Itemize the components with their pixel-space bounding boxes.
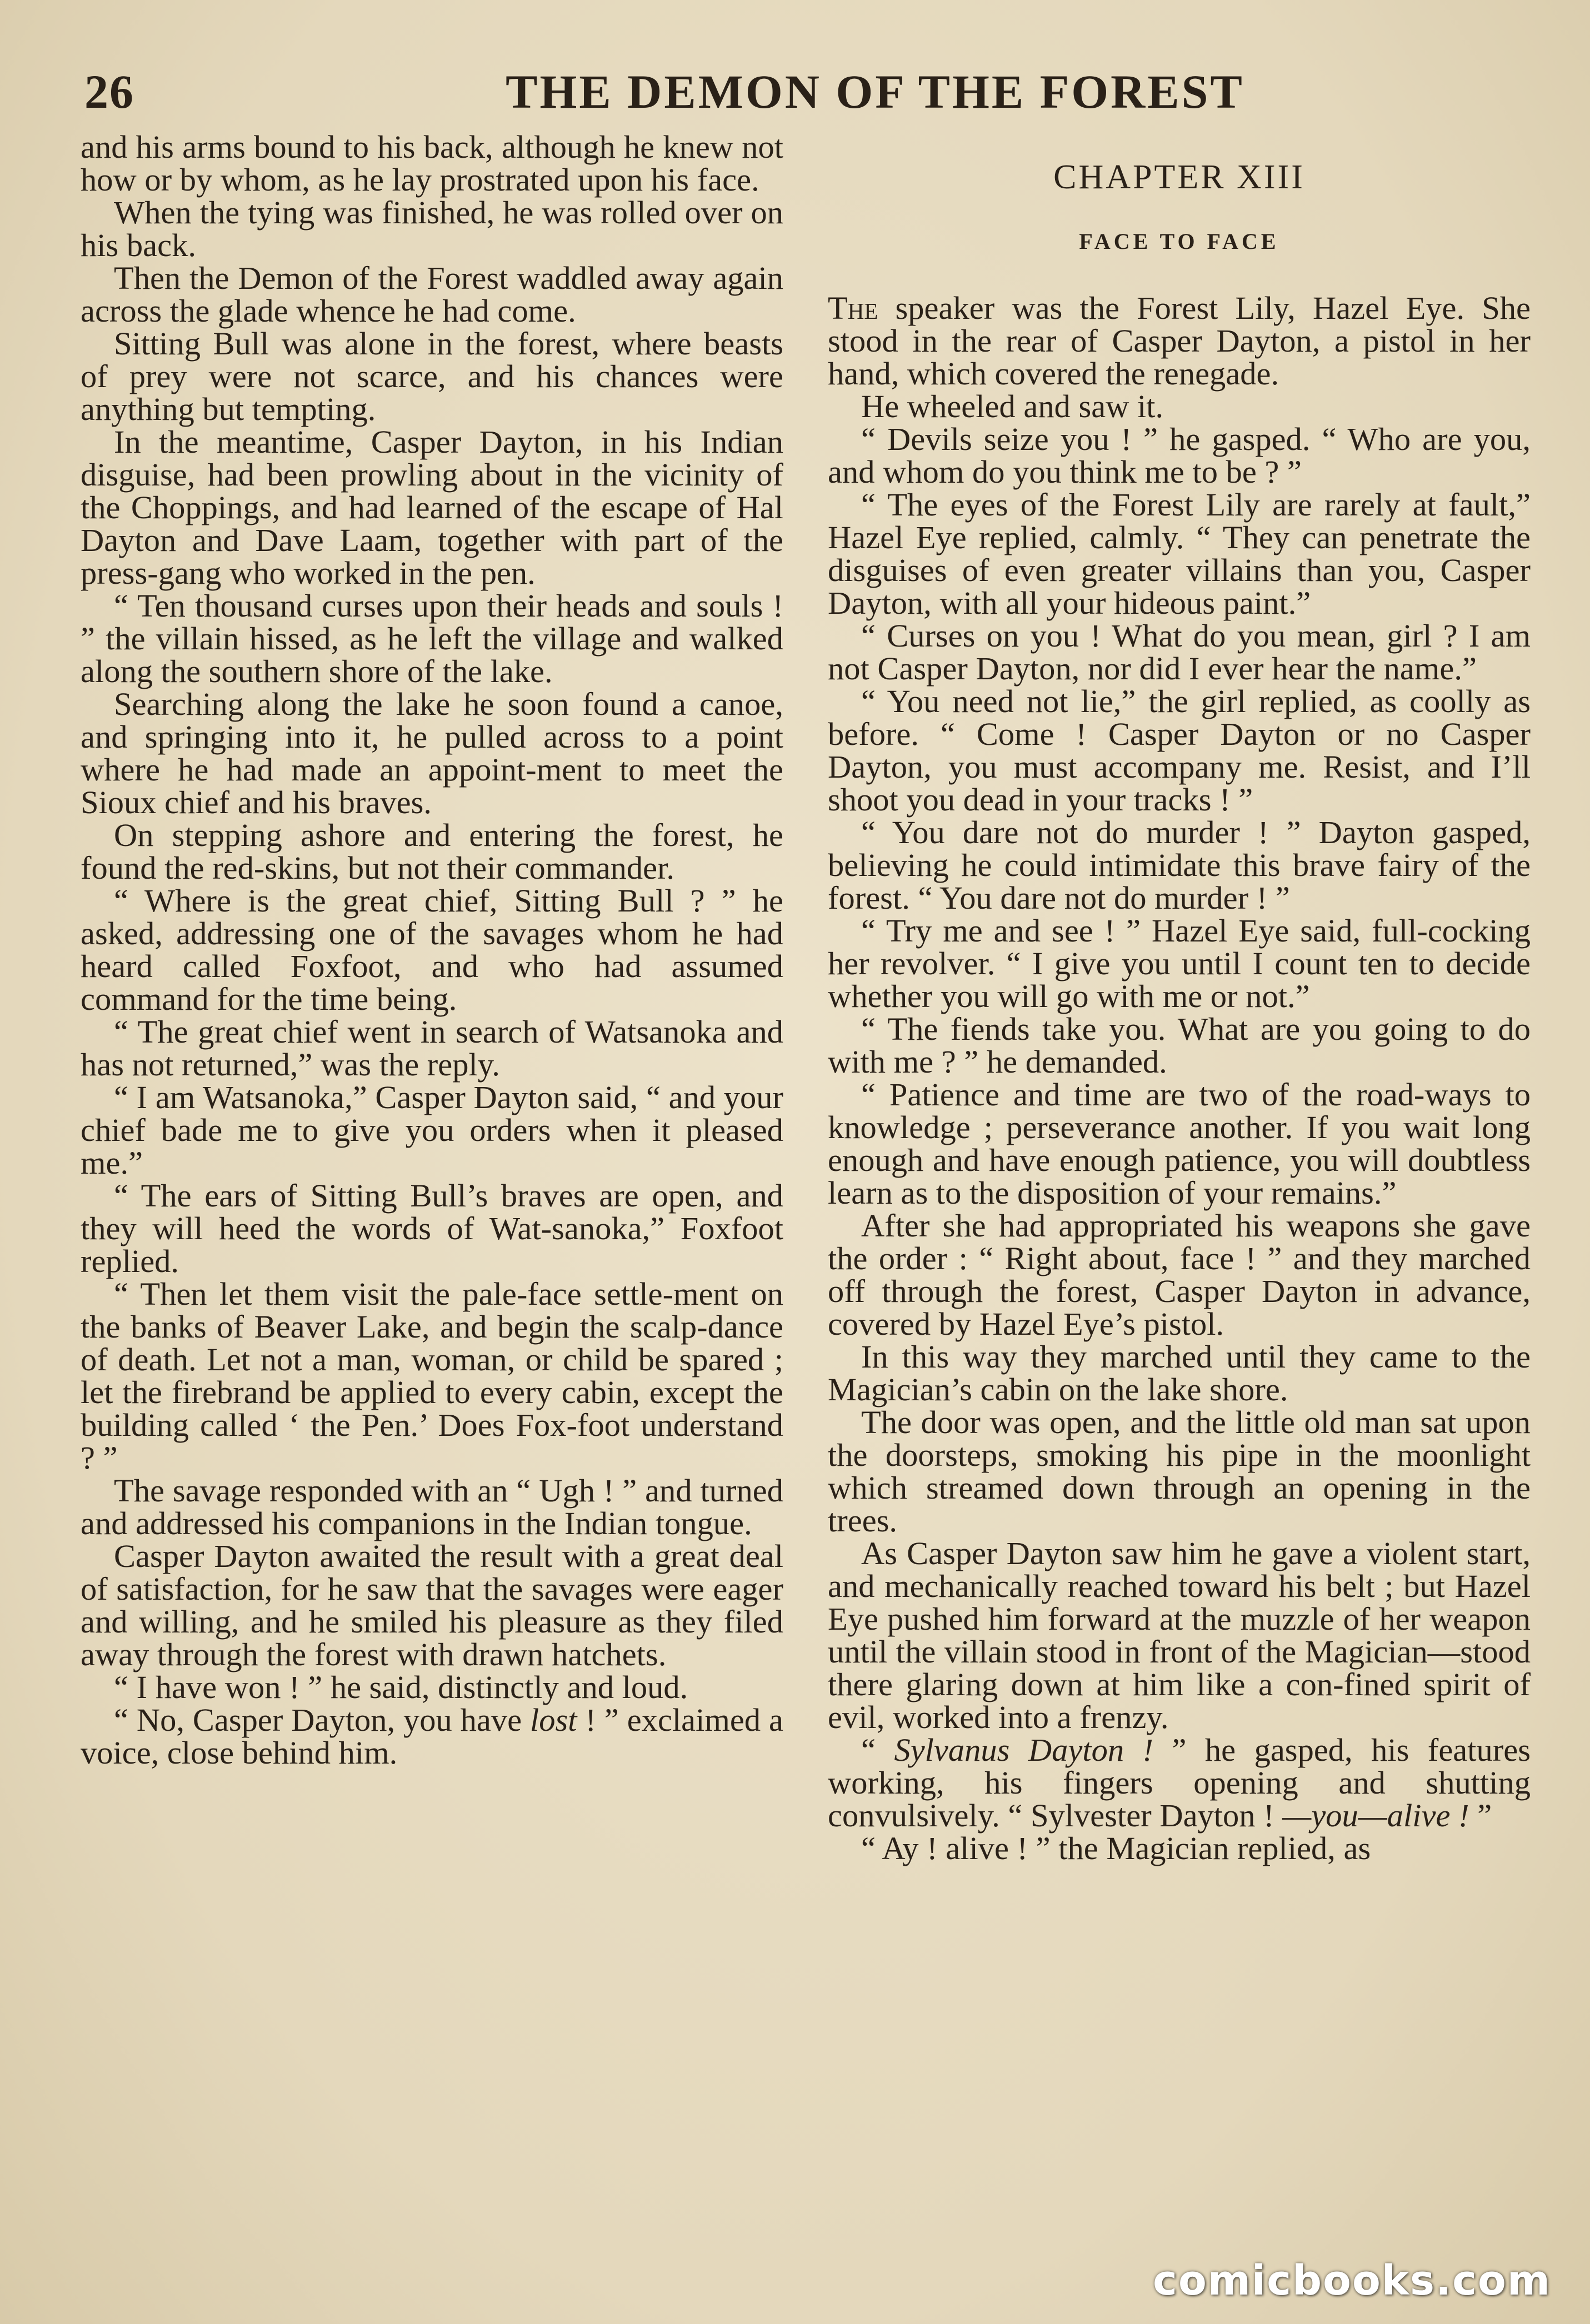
running-head: THE DEMON OF THE FOREST: [506, 65, 1244, 118]
paragraph: “ Where is the great chief, Sitting Bull ? ” he asked, addressing one of the savages whom he had heard called Foxfoot, and who had assumed command for the time being.: [81, 883, 783, 1017]
paragraph: “ Patience and time are two of the road-ways to knowledge ; perseverance another. If you wait long enough and have enough patience, you will doubtless learn as to the disposition of your remains.”: [828, 1076, 1531, 1211]
paragraph: Searching along the lake he soon found a canoe, and springing into it, he pulled across to a point where he had made an appoint-ment to meet the Sioux chief and his braves.: [81, 686, 783, 820]
paragraph: As Casper Dayton saw him he gave a violent start, and mechanically reached toward his belt ; but Hazel Eye pushed him forward at the muzzle of her weapon until the villain stood in front of the Magician—stood there glaring down at him like a con-fined spirit of evil, worked into a frenzy.: [828, 1535, 1531, 1735]
paragraph: When the tying was finished, he was rolled over on his back.: [81, 194, 783, 263]
paragraph: Sitting Bull was alone in the forest, where beasts of prey were not scarce, and his chances were anything but tempting.: [81, 325, 783, 427]
paragraph: “ The fiends take you. What are you going to do with me ? ” he demanded.: [828, 1011, 1531, 1080]
paragraph: “ You need not lie,” the girl replied, as coolly as before. “ Come ! Casper Dayton or no Casper Dayton, you must accompany me. Resist, and I’ll shoot you dead in your tracks ! ”: [828, 683, 1531, 818]
paragraph: “ I am Watsanoka,” Casper Dayton said, “ and your chief bade me to give you orders when it pleased me.”: [81, 1079, 783, 1181]
opening-paragraph: [828, 292, 1531, 390]
paragraph: After she had appropriated his weapons she gave the order : “ Right about, face ! ” and they marched off through the forest, Casper Dayton in advance, covered by Hazel Eye’s pistol.: [828, 1208, 1531, 1342]
paragraph: “ The ears of Sitting Bull’s braves are open, and they will heed the words of Wat-sanoka,” Foxfoot replied.: [81, 1178, 783, 1279]
paragraph: He wheeled and saw it.: [861, 388, 1164, 424]
paragraph: Casper Dayton awaited the result with a great deal of satisfaction, for he saw that the savages were eager and willing, and he smiled his pleasure as they filed away through the forest with drawn hatchets.: [81, 1538, 783, 1672]
text-run: ! ” exclaimed a voice, close behind him.: [81, 1702, 783, 1771]
paragraph: “ Ten thousand curses upon their heads and souls ! ” the villain hissed, as he left the village and walked along the southern shore of the lake.: [81, 588, 783, 689]
paragraph: “ You dare not do murder ! ” Dayton gasped, believing he could intimidate this brave fairy of the forest. “ You dare not do murder ! ”: [828, 814, 1531, 916]
italic-run: lost: [530, 1702, 577, 1738]
text-run: ”: [1469, 1797, 1492, 1834]
paragraph: Then the Demon of the Forest waddled away again across the glade whence he had come.: [81, 260, 783, 329]
text-run: “ No, Casper Dayton, you have: [114, 1702, 531, 1738]
paragraph: “ Then let them visit the pale-face settle-ment on the banks of Beaver Lake, and begin the scalp-dance of death. Let not a man, woman, or child be spared ; let the firebrand be applied to every cabin, except the building called ‘ the Pen.’ Does Fox-foot understand ? ”: [81, 1276, 783, 1476]
paragraph: On stepping ashore and entering the forest, he found the red-skins, but not their commander.: [81, 817, 783, 886]
text-run: ” he gasped, his features working, his fingers opening and shutting convulsively. “ Sylvester Dayton !: [828, 1732, 1531, 1834]
italic-run: Sylvanus Dayton !: [894, 1732, 1154, 1768]
chapter-title: CHAPTER XIII: [1053, 158, 1305, 196]
paragraph-final: “ Ay ! alive ! ” the Magician replied, as: [861, 1830, 1371, 1866]
paragraph-last: [81, 1704, 783, 1769]
paragraph-sylvanus: [828, 1734, 1531, 1832]
text-run: speaker was the Forest Lily, Hazel Eye. She stood in the rear of Casper Dayton, a pistol in her hand, which covered the renegade.: [828, 290, 1531, 392]
paragraph: In this way they marched until they came to the Magician’s cabin on the lake shore.: [828, 1339, 1531, 1408]
paragraph: The door was open, and the little old man sat upon the doorsteps, smoking his pipe in the moonlight which streamed down through an opening in the trees.: [828, 1404, 1531, 1539]
page-header: [78, 64, 1528, 125]
chapter-subtitle: FACE TO FACE: [1079, 229, 1279, 254]
page-number: 26: [84, 65, 134, 118]
paragraph: “ Curses on you ! What do you mean, girl ? I am not Casper Dayton, nor did I ever hear the name.”: [828, 618, 1531, 687]
paragraph: “ Try me and see ! ” Hazel Eye said, full-cocking her revolver. “ I give you until I count ten to decide whether you will go with me or not.”: [828, 913, 1531, 1014]
paragraph: “ I have won ! ” he said, distinctly and loud.: [114, 1669, 688, 1705]
paragraph: The savage responded with an “ Ugh ! ” and turned and addressed his companions in the Indian tongue.: [81, 1472, 783, 1541]
spacer: [828, 258, 1531, 292]
italic-run: —you—alive !: [1282, 1797, 1469, 1834]
right-column: [828, 131, 1531, 1865]
paragraph: In the meantime, Casper Dayton, in his Indian disguise, had been prowling about in the vicinity of the Choppings, and had learned of the escape of Hal Dayton and Dave Laam, together with part of the press-gang who worked in the pen.: [81, 424, 783, 591]
paragraph: “ The eyes of the Forest Lily are rarely at fault,” Hazel Eye replied, calmly. “ They can penetrate the disguises of even greater villains than you, Casper Dayton, with all your hideous paint.”: [828, 487, 1531, 621]
paragraph: “ Devils seize you ! ” he gasped. “ Who are you, and whom do you think me to be ? ”: [828, 421, 1531, 490]
paragraph: “ The great chief went in search of Watsanoka and has not returned,” was the reply.: [81, 1014, 783, 1083]
watermark: comicbooks.com: [1153, 2257, 1551, 2305]
paragraph: and his arms bound to his back, although he knew not how or by whom, as he lay prostrated upon his face.: [81, 129, 783, 198]
opening-word: The: [828, 290, 878, 326]
left-column: [81, 131, 783, 1769]
text-run: “: [861, 1732, 894, 1768]
